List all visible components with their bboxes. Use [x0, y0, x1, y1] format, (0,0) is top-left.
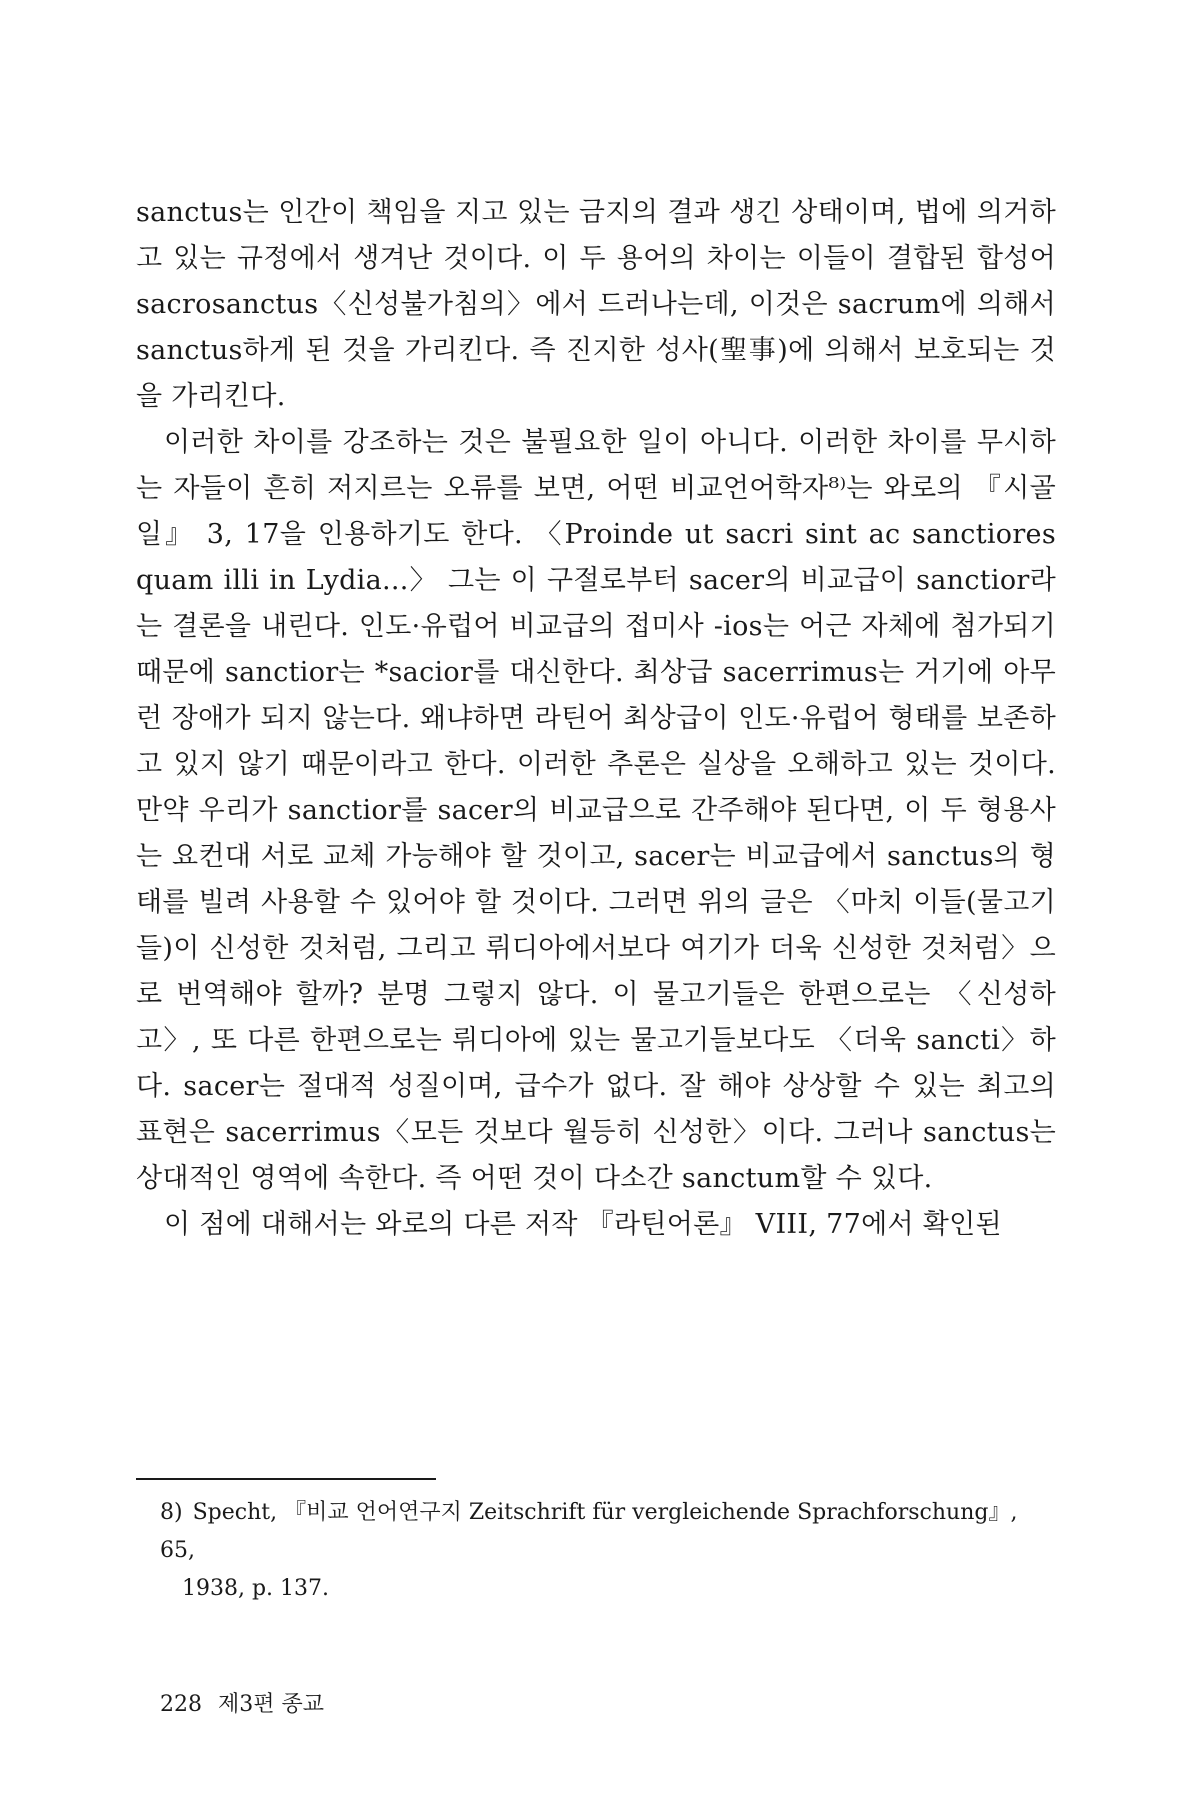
section-title: 제3편 종교 — [218, 1692, 324, 1717]
paragraph-1: sanctus는 인간이 책임을 지고 있는 금지의 결과 생긴 상태이며, 법에 의거하고 있는 규정에서 생겨난 것이다. 이 두 용어의 차이는 이들이 결합된 합성어 sacrosanctus〈신성불가침의〉에서 드러나는데, 이것은 sacrum에 의해서 sanctus하게 된 것을 가리킨다. 즉 진지한 성사(聖事)에 의해서 보호되는 것을 가리킨다. — [136, 197, 1056, 412]
body-text — [136, 190, 1056, 1248]
footnote-rule — [136, 1478, 436, 1480]
page-number: 228 — [160, 1692, 202, 1717]
paragraph-3: 이 점에 대해서는 와로의 다른 저작 『라틴어론』 VIII, 77에서 확인된 — [164, 1209, 1002, 1240]
page-footer — [160, 1690, 324, 1720]
footnote-line-1: Specht, 『비교 언어연구지 Zeitschrift für vergleichende Sprachforschung』, 65, — [160, 1500, 1018, 1563]
paragraph-2: 이러한 차이를 강조하는 것은 불필요한 일이 아니다. 이러한 차이를 무시하는 자들이 흔히 저지르는 오류를 보면, 어떤 비교언어학자⁸⁾는 와로의 『시골일』 3, 17을 인용하기도 한다. 〈Proinde ut sacri sint ac sanctiores quam illi in Lydia...〉 그는 이 구절로부터 sacer의 비교급이 sanctior라는 결론을 내린다. 인도·유럽어 비교급의 접미사 -ios는 어근 자체에 첨가되기 때문에 sanctior는 *sacior를 대신한다. 최상급 sacerrimus는 거기에 아무런 장애가 되지 않는다. 왜냐하면 라틴어 최상급이 인도·유럽어 형태를 보존하고 있지 않기 때문이라고 한다. 이러한 추론은 실상을 오해하고 있는 것이다. 만약 우리가 sanctior를 sacer의 비교급으로 간주해야 된다면, 이 두 형용사는 요컨대 서로 교체 가능해야 할 것이고, sacer는 비교급에서 sanctus의 형태를 빌려 사용할 수 있어야 할 것이다. 그러면 위의 글은 〈마치 이들(물고기들)이 신성한 것처럼, 그리고 뤼디아에서보다 여기가 더욱 신성한 것처럼〉으로 번역해야 할까? 분명 그렇지 않다. 이 물고기들은 한편으로는 〈신성하고〉, 또 다른 한편으로는 뤼디아에 있는 물고기들보다도 〈더욱 sancti〉하다. sacer는 절대적 성질이며, 급수가 없다. 잘 해야 상상할 수 있는 최고의 표현은 sacerrimus〈모든 것보다 월등히 신성한〉이다. 그러나 sanctus는 상대적인 영역에 속한다. 즉 어떤 것이 다소간 sanctum할 수 있다. — [136, 427, 1056, 1194]
footnote-number: 8) — [160, 1500, 183, 1525]
footnote-line-2: 1938, p. 137. — [182, 1576, 330, 1601]
footnote — [160, 1494, 1040, 1608]
